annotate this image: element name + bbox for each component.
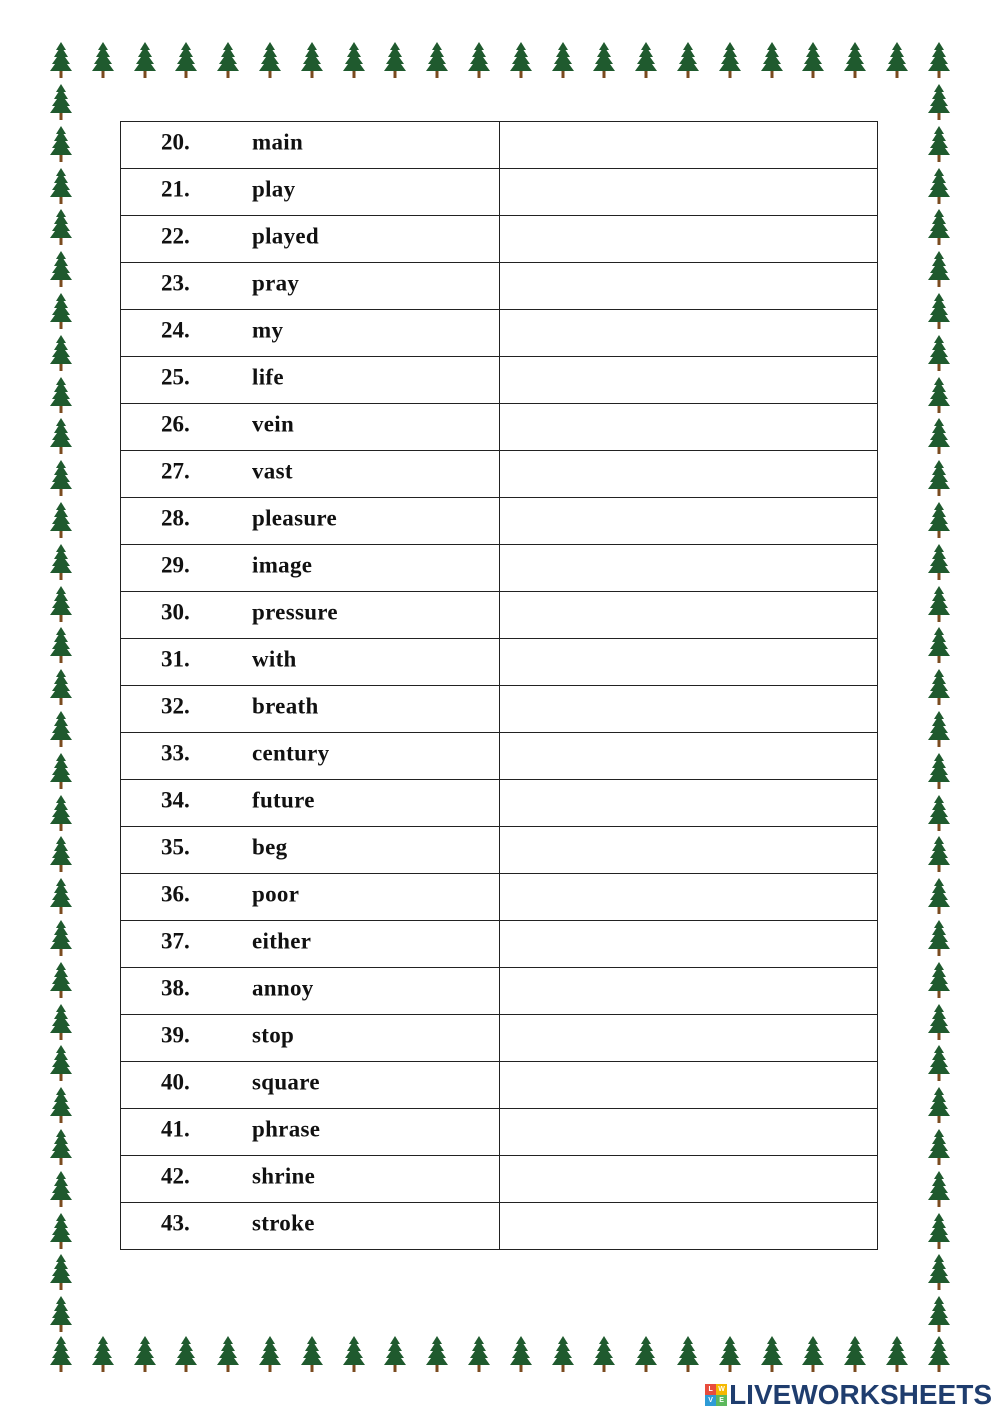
pine-tree-icon bbox=[928, 418, 950, 454]
pine-tree-icon bbox=[426, 1336, 448, 1372]
item-word: stop bbox=[252, 1022, 295, 1048]
pine-tree-icon bbox=[50, 962, 72, 998]
answer-cell[interactable] bbox=[499, 310, 878, 357]
table-row bbox=[121, 827, 878, 874]
answer-cell[interactable] bbox=[499, 968, 878, 1015]
pine-tree-icon bbox=[928, 669, 950, 705]
item-word: either bbox=[252, 928, 312, 954]
table-row bbox=[121, 1203, 878, 1250]
pine-tree-icon bbox=[928, 878, 950, 914]
pine-tree-icon bbox=[175, 42, 197, 78]
pine-tree-icon bbox=[928, 1336, 950, 1372]
pine-tree-icon bbox=[677, 42, 699, 78]
pine-tree-icon bbox=[426, 42, 448, 78]
pine-tree-icon bbox=[928, 502, 950, 538]
pine-tree-icon bbox=[928, 544, 950, 580]
pine-tree-icon bbox=[928, 377, 950, 413]
pine-tree-icon bbox=[928, 1296, 950, 1332]
pine-tree-icon bbox=[677, 1336, 699, 1372]
answer-cell[interactable] bbox=[499, 921, 878, 968]
pine-tree-icon bbox=[50, 544, 72, 580]
pine-tree-icon bbox=[928, 1004, 950, 1040]
logo-letter: V bbox=[705, 1395, 716, 1406]
pine-tree-icon bbox=[50, 1336, 72, 1372]
answer-cell[interactable] bbox=[499, 1203, 878, 1250]
pine-tree-icon bbox=[50, 1296, 72, 1332]
answer-cell[interactable] bbox=[499, 639, 878, 686]
item-number: 35. bbox=[161, 834, 190, 860]
answer-cell[interactable] bbox=[499, 733, 878, 780]
table-row bbox=[121, 310, 878, 357]
item-number: 33. bbox=[161, 740, 190, 766]
item-number: 43. bbox=[161, 1210, 190, 1236]
item-word: shrine bbox=[252, 1163, 316, 1189]
table-row bbox=[121, 921, 878, 968]
pine-tree-icon bbox=[928, 836, 950, 872]
word-cell bbox=[121, 216, 500, 263]
pine-tree-icon bbox=[301, 1336, 323, 1372]
pine-tree-icon bbox=[50, 251, 72, 287]
logo-letter: E bbox=[716, 1395, 727, 1406]
item-word: life bbox=[252, 364, 284, 390]
pine-tree-icon bbox=[928, 84, 950, 120]
pine-tree-icon bbox=[50, 586, 72, 622]
table-row bbox=[121, 545, 878, 592]
pine-tree-icon bbox=[928, 126, 950, 162]
pine-tree-icon bbox=[928, 1087, 950, 1123]
answer-cell[interactable] bbox=[499, 404, 878, 451]
liveworksheets-brand bbox=[705, 1380, 992, 1410]
pine-tree-icon bbox=[259, 1336, 281, 1372]
pine-tree-icon bbox=[928, 335, 950, 371]
answer-cell[interactable] bbox=[499, 874, 878, 921]
item-word: phrase bbox=[252, 1116, 321, 1142]
pine-tree-icon bbox=[50, 753, 72, 789]
answer-cell[interactable] bbox=[499, 545, 878, 592]
item-number: 29. bbox=[161, 552, 190, 578]
item-number: 26. bbox=[161, 411, 190, 437]
pine-tree-icon bbox=[50, 878, 72, 914]
word-cell bbox=[121, 686, 500, 733]
answer-cell[interactable] bbox=[499, 1109, 878, 1156]
item-word: vein bbox=[252, 411, 295, 437]
table-row bbox=[121, 780, 878, 827]
table-row bbox=[121, 357, 878, 404]
item-number: 28. bbox=[161, 505, 190, 531]
pine-tree-icon bbox=[928, 753, 950, 789]
pine-tree-icon bbox=[928, 1254, 950, 1290]
pine-tree-icon bbox=[844, 1336, 866, 1372]
pine-tree-icon bbox=[928, 1213, 950, 1249]
answer-cell[interactable] bbox=[499, 686, 878, 733]
item-word: stroke bbox=[252, 1210, 315, 1236]
answer-cell[interactable] bbox=[499, 357, 878, 404]
item-number: 23. bbox=[161, 270, 190, 296]
table-row bbox=[121, 874, 878, 921]
word-cell bbox=[121, 357, 500, 404]
brand-text: LIVEWORKSHEETS bbox=[729, 1379, 992, 1410]
answer-cell[interactable] bbox=[499, 780, 878, 827]
pine-tree-icon bbox=[217, 1336, 239, 1372]
table-row bbox=[121, 404, 878, 451]
pine-tree-icon bbox=[92, 42, 114, 78]
item-number: 37. bbox=[161, 928, 190, 954]
word-cell bbox=[121, 310, 500, 357]
word-cell bbox=[121, 451, 500, 498]
pine-tree-icon bbox=[552, 42, 574, 78]
pine-tree-icon bbox=[928, 795, 950, 831]
pine-tree-icon bbox=[50, 460, 72, 496]
word-cell bbox=[121, 921, 500, 968]
table-row bbox=[121, 592, 878, 639]
word-cell bbox=[121, 968, 500, 1015]
pine-tree-icon bbox=[50, 669, 72, 705]
answer-cell[interactable] bbox=[499, 498, 878, 545]
word-cell bbox=[121, 592, 500, 639]
word-cell bbox=[121, 545, 500, 592]
pine-tree-icon bbox=[92, 1336, 114, 1372]
table-row bbox=[121, 686, 878, 733]
item-number: 30. bbox=[161, 599, 190, 625]
answer-cell[interactable] bbox=[499, 827, 878, 874]
item-word: future bbox=[252, 787, 315, 813]
pine-tree-icon bbox=[50, 711, 72, 747]
table-row bbox=[121, 1062, 878, 1109]
item-number: 41. bbox=[161, 1116, 190, 1142]
pine-tree-icon bbox=[928, 460, 950, 496]
pine-tree-icon bbox=[468, 1336, 490, 1372]
item-word: pray bbox=[252, 270, 300, 296]
pine-tree-icon bbox=[844, 42, 866, 78]
item-word: main bbox=[252, 129, 304, 155]
pine-tree-icon bbox=[928, 962, 950, 998]
item-word: image bbox=[252, 552, 313, 578]
pine-tree-icon bbox=[50, 1045, 72, 1081]
pine-tree-icon bbox=[802, 42, 824, 78]
pine-tree-icon bbox=[719, 1336, 741, 1372]
word-cell bbox=[121, 874, 500, 921]
pine-tree-icon bbox=[343, 1336, 365, 1372]
pine-tree-icon bbox=[50, 1004, 72, 1040]
word-cell bbox=[121, 733, 500, 780]
pine-tree-icon bbox=[384, 42, 406, 78]
word-cell bbox=[121, 1015, 500, 1062]
pine-tree-icon bbox=[50, 1171, 72, 1207]
item-number: 38. bbox=[161, 975, 190, 1001]
pine-tree-icon bbox=[50, 836, 72, 872]
answer-cell[interactable] bbox=[499, 216, 878, 263]
word-cell bbox=[121, 1203, 500, 1250]
item-number: 42. bbox=[161, 1163, 190, 1189]
logo-letter: L bbox=[705, 1384, 716, 1395]
item-number: 39. bbox=[161, 1022, 190, 1048]
pine-tree-icon bbox=[50, 627, 72, 663]
pine-tree-icon bbox=[384, 1336, 406, 1372]
pine-tree-icon bbox=[593, 1336, 615, 1372]
table-row bbox=[121, 1156, 878, 1203]
pine-tree-icon bbox=[928, 209, 950, 245]
pine-tree-icon bbox=[635, 1336, 657, 1372]
item-number: 21. bbox=[161, 176, 190, 202]
pine-tree-icon bbox=[259, 42, 281, 78]
pine-tree-icon bbox=[50, 502, 72, 538]
pine-tree-icon bbox=[50, 168, 72, 204]
pine-tree-icon bbox=[635, 42, 657, 78]
pine-tree-icon bbox=[928, 711, 950, 747]
pine-tree-icon bbox=[217, 42, 239, 78]
table-row bbox=[121, 968, 878, 1015]
item-number: 22. bbox=[161, 223, 190, 249]
pine-tree-icon bbox=[343, 42, 365, 78]
pine-tree-icon bbox=[50, 1254, 72, 1290]
pine-tree-icon bbox=[928, 1129, 950, 1165]
pine-tree-icon bbox=[719, 42, 741, 78]
table-row bbox=[121, 498, 878, 545]
answer-cell[interactable] bbox=[499, 1062, 878, 1109]
table-row bbox=[121, 451, 878, 498]
item-number: 31. bbox=[161, 646, 190, 672]
answer-cell[interactable] bbox=[499, 122, 878, 169]
pine-tree-icon bbox=[50, 1087, 72, 1123]
pine-tree-icon bbox=[802, 1336, 824, 1372]
item-word: pressure bbox=[252, 599, 338, 625]
pine-tree-icon bbox=[761, 1336, 783, 1372]
item-word: play bbox=[252, 176, 296, 202]
word-cell bbox=[121, 780, 500, 827]
pine-tree-icon bbox=[510, 42, 532, 78]
word-cell bbox=[121, 498, 500, 545]
pine-tree-icon bbox=[928, 168, 950, 204]
pine-tree-icon bbox=[50, 377, 72, 413]
word-table bbox=[120, 121, 878, 1250]
answer-cell[interactable] bbox=[499, 169, 878, 216]
item-number: 25. bbox=[161, 364, 190, 390]
pine-tree-icon bbox=[928, 293, 950, 329]
word-cell bbox=[121, 1062, 500, 1109]
word-cell bbox=[121, 1109, 500, 1156]
item-number: 20. bbox=[161, 129, 190, 155]
item-number: 36. bbox=[161, 881, 190, 907]
answer-cell[interactable] bbox=[499, 592, 878, 639]
pine-tree-icon bbox=[175, 1336, 197, 1372]
pine-tree-icon bbox=[301, 42, 323, 78]
pine-tree-icon bbox=[50, 126, 72, 162]
answer-cell[interactable] bbox=[499, 451, 878, 498]
item-word: vast bbox=[252, 458, 293, 484]
liveworksheets-logo-icon bbox=[705, 1384, 727, 1406]
answer-cell[interactable] bbox=[499, 1156, 878, 1203]
item-word: square bbox=[252, 1069, 320, 1095]
pine-tree-icon bbox=[50, 1129, 72, 1165]
pine-tree-icon bbox=[50, 920, 72, 956]
pine-tree-icon bbox=[928, 627, 950, 663]
pine-tree-icon bbox=[928, 920, 950, 956]
item-number: 40. bbox=[161, 1069, 190, 1095]
table-row bbox=[121, 169, 878, 216]
item-number: 27. bbox=[161, 458, 190, 484]
table-row bbox=[121, 122, 878, 169]
pine-tree-icon bbox=[50, 293, 72, 329]
pine-tree-icon bbox=[886, 42, 908, 78]
pine-tree-icon bbox=[552, 1336, 574, 1372]
word-cell bbox=[121, 827, 500, 874]
item-word: century bbox=[252, 740, 330, 766]
pine-tree-icon bbox=[50, 209, 72, 245]
table-row bbox=[121, 639, 878, 686]
word-cell bbox=[121, 122, 500, 169]
pine-tree-icon bbox=[134, 42, 156, 78]
item-word: pleasure bbox=[252, 505, 338, 531]
pine-tree-icon bbox=[50, 335, 72, 371]
logo-letter: W bbox=[716, 1384, 727, 1395]
pine-tree-icon bbox=[510, 1336, 532, 1372]
answer-cell[interactable] bbox=[499, 263, 878, 310]
item-word: my bbox=[252, 317, 284, 343]
item-word: with bbox=[252, 646, 297, 672]
pine-tree-icon bbox=[928, 1171, 950, 1207]
pine-tree-icon bbox=[468, 42, 490, 78]
pine-tree-icon bbox=[50, 42, 72, 78]
pine-tree-icon bbox=[928, 251, 950, 287]
item-number: 34. bbox=[161, 787, 190, 813]
table-row bbox=[121, 1015, 878, 1062]
word-cell bbox=[121, 639, 500, 686]
word-cell bbox=[121, 169, 500, 216]
item-word: beg bbox=[252, 834, 288, 860]
pine-tree-icon bbox=[593, 42, 615, 78]
pine-tree-icon bbox=[50, 795, 72, 831]
pine-tree-icon bbox=[50, 1213, 72, 1249]
word-cell bbox=[121, 1156, 500, 1203]
item-number: 32. bbox=[161, 693, 190, 719]
item-word: poor bbox=[252, 881, 300, 907]
pine-tree-icon bbox=[886, 1336, 908, 1372]
item-number: 24. bbox=[161, 317, 190, 343]
pine-tree-icon bbox=[50, 418, 72, 454]
pine-tree-icon bbox=[134, 1336, 156, 1372]
pine-tree-icon bbox=[761, 42, 783, 78]
pine-tree-icon bbox=[928, 42, 950, 78]
answer-cell[interactable] bbox=[499, 1015, 878, 1062]
item-word: annoy bbox=[252, 975, 314, 1001]
table-row bbox=[121, 1109, 878, 1156]
word-cell bbox=[121, 263, 500, 310]
table-row bbox=[121, 263, 878, 310]
pine-tree-icon bbox=[928, 1045, 950, 1081]
pine-tree-icon bbox=[928, 586, 950, 622]
table-row bbox=[121, 733, 878, 780]
item-word: played bbox=[252, 223, 319, 249]
table-row bbox=[121, 216, 878, 263]
pine-tree-icon bbox=[50, 84, 72, 120]
word-cell bbox=[121, 404, 500, 451]
item-word: breath bbox=[252, 693, 319, 719]
